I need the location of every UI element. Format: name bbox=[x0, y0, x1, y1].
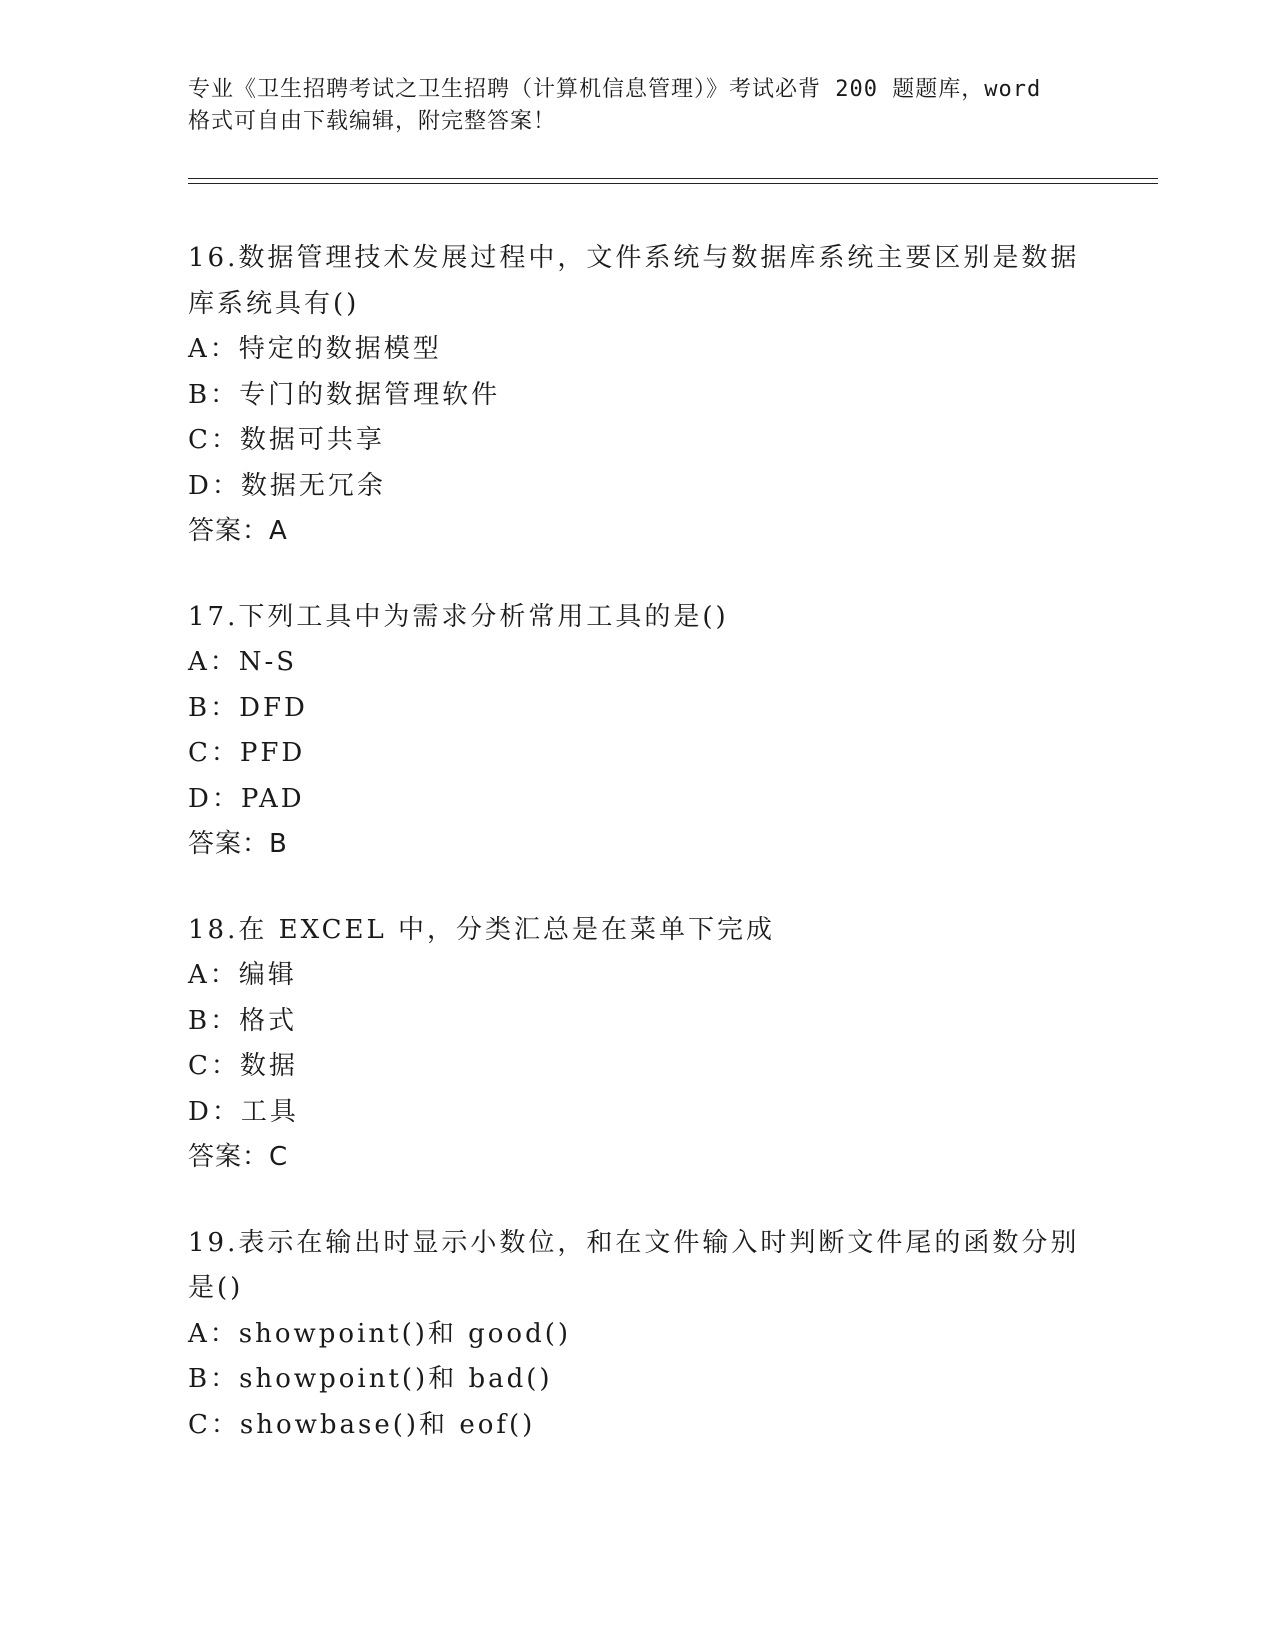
option-d: D：数据无冗余 bbox=[188, 470, 386, 501]
header-divider-bottom bbox=[188, 183, 1158, 184]
question-text-line: 库系统具有() bbox=[188, 288, 360, 319]
question-text-line: 是() bbox=[188, 1273, 244, 1303]
answer: 答案：A bbox=[188, 516, 288, 546]
header-line-2: 格式可自由下载编辑，附完整答案！ bbox=[188, 109, 557, 134]
header-line-1: 专业《卫生招聘考试之卫生招聘（计算机信息管理）》考试必背 200 题题库，word bbox=[188, 77, 1042, 102]
option-d: D：PAD bbox=[188, 783, 305, 814]
option-b: B：showpoint()和 bad() bbox=[188, 1364, 553, 1394]
answer: 答案：C bbox=[188, 1142, 289, 1172]
option-a: A：编辑 bbox=[188, 960, 297, 990]
option-b: B：专门的数据管理软件 bbox=[188, 379, 501, 410]
document-header bbox=[188, 74, 1088, 138]
option-c: C：showbase()和 eof() bbox=[188, 1409, 536, 1440]
option-c: C：数据可共享 bbox=[188, 425, 385, 455]
option-c: C：数据 bbox=[188, 1051, 298, 1081]
question-text-line: 16.数据管理技术发展过程中，文件系统与数据库系统主要区别是数据 bbox=[188, 243, 1080, 273]
option-b: B：DFD bbox=[188, 692, 308, 723]
question-text-line: 18.在 EXCEL 中，分类汇总是在菜单下完成 bbox=[188, 914, 776, 945]
option-d: D：工具 bbox=[188, 1096, 299, 1127]
header-divider-top bbox=[188, 178, 1158, 179]
question-16 bbox=[188, 236, 1088, 555]
question-list bbox=[188, 236, 1088, 1488]
question-19 bbox=[188, 1221, 1088, 1449]
question-text-line: 17.下列工具中为需求分析常用工具的是() bbox=[188, 601, 729, 632]
option-b: B：格式 bbox=[188, 1005, 298, 1036]
question-17 bbox=[188, 595, 1088, 868]
option-a: A：特定的数据模型 bbox=[188, 334, 442, 364]
answer: 答案：B bbox=[188, 829, 288, 859]
option-a: A：N-S bbox=[188, 647, 298, 677]
question-18 bbox=[188, 908, 1088, 1181]
option-a: A：showpoint()和 good() bbox=[188, 1318, 572, 1349]
question-text-line: 19.表示在输出时显示小数位，和在文件输入时判断文件尾的函数分别 bbox=[188, 1227, 1080, 1258]
option-c: C：PFD bbox=[188, 738, 306, 768]
